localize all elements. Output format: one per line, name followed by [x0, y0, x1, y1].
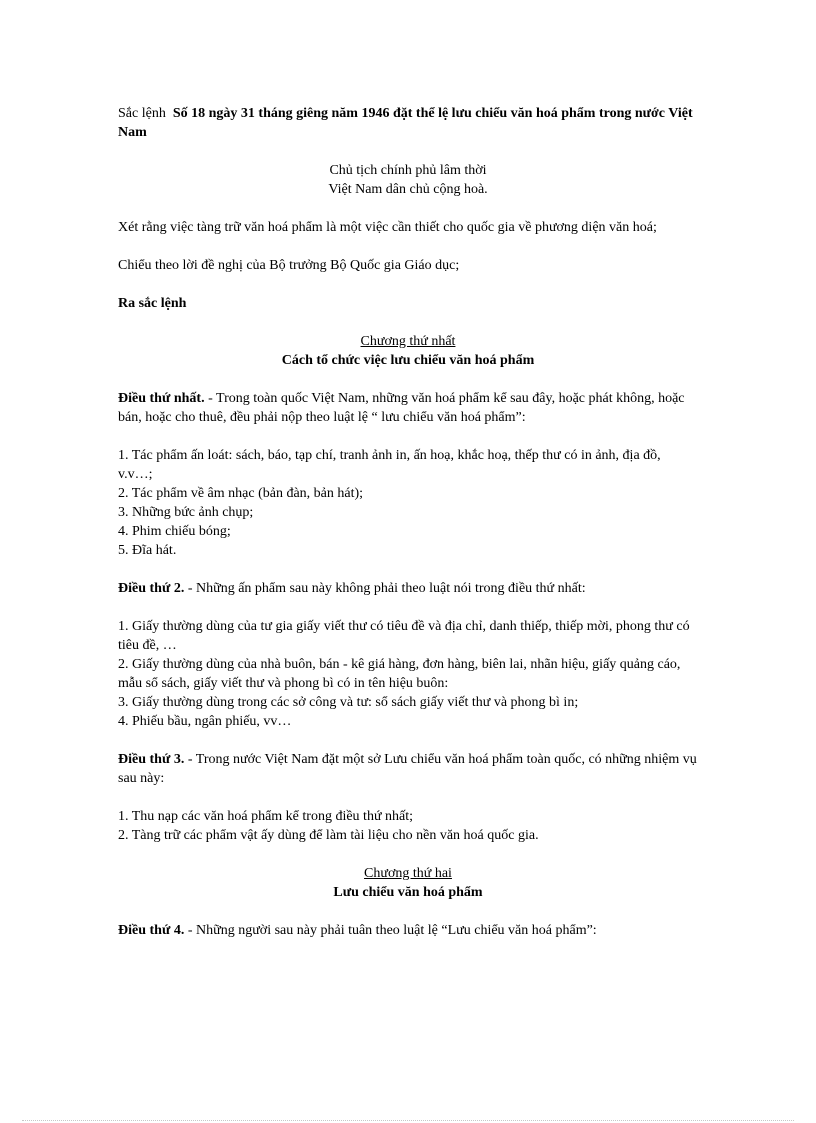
list-item: 3. Những bức ảnh chụp;: [118, 505, 254, 520]
article-2-list: [118, 617, 698, 731]
article-1-list: [118, 446, 698, 560]
article-3-text: - Trong nước Việt Nam đặt một sở Lưu chiểu văn hoá phẩm toàn quốc, có những nhiệm vụ sau này:: [118, 752, 697, 786]
decree-header: [118, 104, 698, 142]
list-item: 1. Tác phẩm ấn loát: sách, báo, tạp chí, tranh ảnh in, ấn hoạ, khắc hoạ, thếp thư có in ảnh, địa đồ, v.v…;: [118, 448, 661, 482]
list-item: 2. Giấy thường dùng của nhà buôn, bán - kê giá hàng, đơn hàng, biên lai, nhãn hiệu, giấy quảng cáo, mẫu sổ sách, giấy viết thư và phong bì có in tên hiệu buôn:: [118, 657, 681, 691]
list-item: 2. Tàng trữ các phẩm vật ấy dùng để làm tài liệu cho nền văn hoá quốc gia.: [118, 828, 539, 843]
decree-prefix: Sắc lệnh: [118, 106, 166, 121]
chapter-2-title: Lưu chiểu văn hoá phẩm: [333, 885, 483, 900]
preamble-proposal: Chiểu theo lời đề nghị của Bộ trưởng Bộ Quốc gia Giáo dục;: [118, 258, 460, 273]
page-bottom-divider: [22, 1120, 794, 1121]
list-item: 1. Giấy thường dùng của tư gia giấy viết thư có tiêu đề và địa chỉ, danh thiếp, thiếp mời, phong thư có tiêu đề, …: [118, 619, 690, 653]
list-item: 4. Phim chiếu bóng;: [118, 524, 231, 539]
article-2: [118, 579, 698, 598]
article-2-text: - Những ấn phẩm sau này không phải theo luật nói trong điều thứ nhất:: [184, 581, 586, 596]
list-item: 1. Thu nạp các văn hoá phẩm kể trong điều thứ nhất;: [118, 809, 414, 824]
article-3-label: Điều thứ 3.: [118, 752, 185, 767]
article-3: [118, 750, 698, 788]
list-item: 2. Tác phẩm về âm nhạc (bản đàn, bản hát);: [118, 486, 364, 501]
article-1-text: - Trong toàn quốc Việt Nam, những văn hoá phẩm kể sau đây, hoặc phát không, hoặc bán, hoặc cho thuê, đều phải nộp theo luật lệ “ lưu chiểu văn hoá phẩm”:: [118, 391, 685, 425]
article-4-label: Điều thứ 4.: [118, 923, 185, 938]
chapter-2-label: Chương thứ hai: [364, 866, 452, 881]
article-1: [118, 389, 698, 427]
issuer-line-2: Việt Nam dân chủ cộng hoà.: [328, 182, 488, 197]
article-1-label: Điều thứ nhất.: [118, 391, 205, 406]
list-item: 3. Giấy thường dùng trong các sở công và tư: sổ sách giấy viết thư và phong bì in;: [118, 695, 579, 710]
list-item: 5. Đĩa hát.: [118, 543, 177, 558]
article-3-list: [118, 807, 698, 845]
chapter-1-label: Chương thứ nhất: [360, 334, 456, 349]
list-item: 4. Phiếu bầu, ngân phiếu, vv…: [118, 714, 292, 729]
decree-title: Số 18 ngày 31 tháng giêng năm 1946 đặt thể lệ lưu chiểu văn hoá phẩm trong nước Việt Nam: [118, 106, 693, 140]
preamble-considering: Xét rằng việc tàng trữ văn hoá phẩm là một việc cần thiết cho quốc gia về phương diện văn hoá;: [118, 220, 657, 235]
issuer-line-1: Chủ tịch chính phủ lâm thời: [329, 163, 487, 178]
article-4-text: - Những người sau này phải tuân theo luật lệ “Lưu chiểu văn hoá phẩm”:: [184, 923, 597, 938]
decree-statement: Ra sắc lệnh: [118, 296, 187, 311]
article-4: [118, 921, 698, 940]
document-page: [118, 104, 698, 940]
article-2-label: Điều thứ 2.: [118, 581, 185, 596]
chapter-1-title: Cách tổ chức việc lưu chiểu văn hoá phẩm: [281, 353, 535, 368]
